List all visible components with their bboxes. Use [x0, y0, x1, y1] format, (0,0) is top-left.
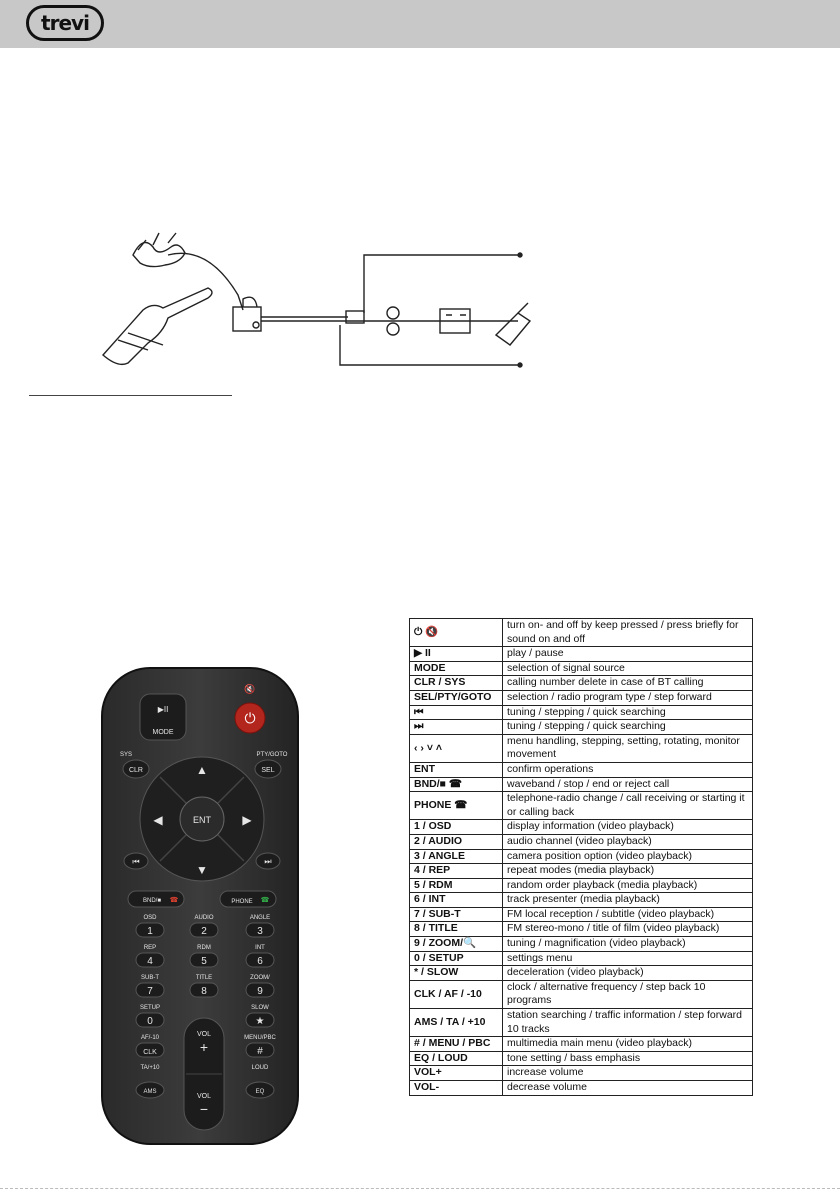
legend-row [410, 1009, 753, 1037]
legend-key: VOL+ [410, 1066, 503, 1081]
svg-text:⏮: ⏮ [132, 857, 140, 866]
legend-description: tuning / magnification (video playback) [503, 937, 753, 952]
legend-key: * / SLOW [410, 966, 503, 981]
svg-text:AUDIO: AUDIO [194, 915, 214, 921]
legend-key: 0 / SETUP [410, 951, 503, 966]
legend-row [410, 792, 753, 820]
legend-key: ⏭ [410, 720, 503, 735]
legend-description: waveband / stop / end or reject call [503, 777, 753, 792]
svg-text:ENT: ENT [193, 815, 211, 825]
legend-row [410, 864, 753, 879]
remote-control-image [100, 666, 300, 1146]
svg-text:3: 3 [257, 926, 263, 937]
svg-text:☎: ☎ [260, 897, 270, 904]
svg-text:4: 4 [147, 956, 153, 967]
svg-text:0: 0 [147, 1016, 153, 1027]
legend-description: calling number delete in case of BT calling [503, 676, 753, 691]
legend-row [410, 922, 753, 937]
svg-text:VOL: VOL [196, 1031, 212, 1038]
svg-text:VOL: VOL [196, 1093, 212, 1100]
svg-text:AMS: AMS [143, 1089, 157, 1095]
legend-key: CLR / SYS [410, 676, 503, 691]
legend-description: FM stereo-mono / title of film (video playback) [503, 922, 753, 937]
svg-text:TA/+10: TA/+10 [140, 1065, 160, 1071]
svg-text:7: 7 [147, 986, 153, 997]
svg-text:−: − [199, 1101, 209, 1117]
svg-text:SEL: SEL [261, 767, 275, 774]
legend-description: tone setting / bass emphasis [503, 1051, 753, 1066]
svg-text:RDM: RDM [197, 945, 211, 951]
svg-text:SYS: SYS [119, 752, 133, 758]
svg-text:8: 8 [201, 986, 207, 997]
page-bottom-edge [0, 1188, 840, 1190]
legend-key: BND/■ ☎ [410, 777, 503, 792]
svg-text:INT: INT [255, 945, 265, 951]
legend-description: audio channel (video playback) [503, 834, 753, 849]
svg-text:AF/-10: AF/-10 [140, 1035, 160, 1041]
legend-key: EQ / LOUD [410, 1051, 503, 1066]
legend-description: selection of signal source [503, 661, 753, 676]
svg-text:CLR: CLR [128, 767, 144, 774]
legend-key: ENT [410, 762, 503, 777]
legend-description: track presenter (media playback) [503, 893, 753, 908]
legend-description: multimedia main menu (video playback) [503, 1037, 753, 1052]
legend-row [410, 893, 753, 908]
legend-description: tuning / stepping / quick searching [503, 720, 753, 735]
legend-description: repeat modes (media playback) [503, 864, 753, 879]
svg-text:▼: ▼ [196, 863, 208, 877]
svg-text:PHONE: PHONE [231, 899, 253, 905]
legend-description: station searching / traffic information / step forward 10 tracks [503, 1009, 753, 1037]
legend-key: 8 / TITLE [410, 922, 503, 937]
svg-text:⏭: ⏭ [264, 857, 272, 866]
legend-row [410, 762, 753, 777]
svg-text:5: 5 [201, 956, 207, 967]
svg-text:ZOOM/: ZOOM/ [250, 975, 270, 981]
legend-row [410, 907, 753, 922]
legend-description: camera position option (video playback) [503, 849, 753, 864]
legend-description: tuning / stepping / quick searching [503, 705, 753, 720]
legend-row [410, 951, 753, 966]
legend-key: ⏻ 🔇 [410, 619, 503, 647]
legend-row [410, 966, 753, 981]
legend-description: turn on- and off by keep pressed / press briefly for sound on and off [503, 619, 753, 647]
legend-description: clock / alternative frequency / step back 10 programs [503, 980, 753, 1008]
legend-key: 3 / ANGLE [410, 849, 503, 864]
legend-row [410, 849, 753, 864]
legend-row [410, 720, 753, 735]
svg-text:PTY/GOTO: PTY/GOTO [256, 752, 288, 758]
legend-row [410, 937, 753, 952]
legend-description: menu handling, stepping, setting, rotating, monitor movement [503, 734, 753, 762]
svg-text:▶II: ▶II [157, 705, 169, 714]
svg-text:⏻: ⏻ [244, 710, 256, 726]
legend-key: ▶ II [410, 647, 503, 662]
legend-description: random order playback (media playback) [503, 878, 753, 893]
svg-text:★: ★ [255, 1016, 265, 1027]
legend-description: telephone-radio change / call receiving or starting it or calling back [503, 792, 753, 820]
section-underline [29, 395, 232, 396]
svg-text:LOUD: LOUD [251, 1065, 269, 1071]
legend-key: ‹ › ˅ ˄ [410, 734, 503, 762]
button-function-table [409, 618, 753, 1096]
legend-key: # / MENU / PBC [410, 1037, 503, 1052]
svg-text:BND/■: BND/■ [143, 898, 161, 904]
svg-text:1: 1 [147, 926, 153, 937]
svg-text:☎: ☎ [169, 897, 179, 904]
legend-row [410, 820, 753, 835]
legend-description: confirm operations [503, 762, 753, 777]
legend-row [410, 980, 753, 1008]
legend-key: ⏮ [410, 705, 503, 720]
trevi-logo: trevi [26, 5, 104, 41]
legend-row [410, 619, 753, 647]
wiring-diagram [28, 225, 828, 385]
legend-key: CLK / AF / -10 [410, 980, 503, 1008]
svg-text:REP: REP [143, 945, 157, 951]
svg-text:2: 2 [201, 926, 207, 937]
legend-key: 7 / SUB-T [410, 907, 503, 922]
legend-row [410, 647, 753, 662]
legend-row [410, 777, 753, 792]
svg-text:OSD: OSD [143, 915, 157, 921]
legend-description: selection / radio program type / step forward [503, 690, 753, 705]
legend-description: play / pause [503, 647, 753, 662]
legend-description: FM local reception / subtitle (video playback) [503, 907, 753, 922]
svg-text:#: # [257, 1046, 263, 1057]
svg-text:SETUP: SETUP [139, 1005, 161, 1011]
svg-text:◀: ◀ [153, 813, 163, 827]
legend-row [410, 1051, 753, 1066]
legend-key: VOL- [410, 1081, 503, 1096]
legend-row [410, 661, 753, 676]
svg-text:MODE: MODE [152, 729, 174, 736]
page-header [0, 0, 840, 48]
svg-text:ANGLE: ANGLE [249, 915, 271, 921]
legend-key: MODE [410, 661, 503, 676]
svg-text:🔇: 🔇 [244, 684, 256, 694]
legend-row [410, 734, 753, 762]
legend-key: 5 / RDM [410, 878, 503, 893]
legend-key: 4 / REP [410, 864, 503, 879]
svg-text:+: + [199, 1039, 209, 1055]
svg-text:TITLE: TITLE [195, 975, 213, 981]
svg-text:6: 6 [257, 956, 263, 967]
legend-row [410, 690, 753, 705]
legend-row [410, 878, 753, 893]
svg-text:EQ: EQ [255, 1089, 265, 1095]
legend-key: 9 / ZOOM/🔍 [410, 937, 503, 952]
legend-row [410, 1066, 753, 1081]
legend-description: deceleration (video playback) [503, 966, 753, 981]
legend-description: settings menu [503, 951, 753, 966]
legend-key: SEL/PTY/GOTO [410, 690, 503, 705]
svg-text:9: 9 [257, 986, 263, 997]
legend-row [410, 834, 753, 849]
legend-row [410, 1081, 753, 1096]
legend-key: 2 / AUDIO [410, 834, 503, 849]
svg-text:SUB-T: SUB-T [141, 975, 159, 981]
legend-row [410, 1037, 753, 1052]
legend-key: PHONE ☎ [410, 792, 503, 820]
legend-description: display information (video playback) [503, 820, 753, 835]
legend-key: AMS / TA / +10 [410, 1009, 503, 1037]
legend-row [410, 676, 753, 691]
svg-text:▶: ▶ [242, 813, 252, 827]
svg-text:▲: ▲ [196, 763, 208, 777]
legend-row [410, 705, 753, 720]
legend-key: 6 / INT [410, 893, 503, 908]
svg-text:CLK: CLK [143, 1049, 157, 1056]
svg-text:MENU/PBC: MENU/PBC [244, 1035, 276, 1041]
legend-description: increase volume [503, 1066, 753, 1081]
svg-text:SLOW: SLOW [251, 1005, 269, 1011]
legend-description: decrease volume [503, 1081, 753, 1096]
legend-key: 1 / OSD [410, 820, 503, 835]
